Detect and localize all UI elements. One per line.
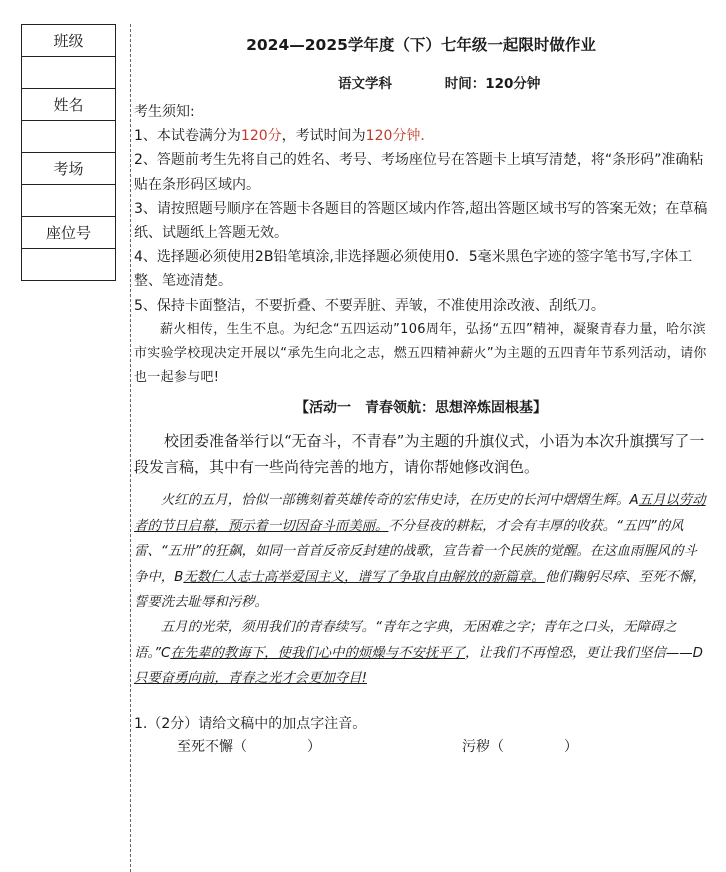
time-label: 时间：120分钟 [444,76,541,92]
blank-1-close: ） [307,739,321,755]
name-label: 姓名 [22,89,116,121]
page-title: 2024—2025学年度（下）七年级一起限时做作业 [246,36,596,54]
class-label: 班级 [22,25,116,57]
blank-1-label: 至死不懈（ [177,739,247,755]
notice-item-3: 3、请按照题号顺序在答题卡各题目的答题区域内作答,超出答题区域书写的答案无效；在草稿纸、试题纸上答题无效。 [134,200,708,242]
intro-paragraph: 薪火相传，生生不息。为纪念“五四运动”106周年，弘扬“五四”精神，凝聚青春力量，哈尔滨市实验学校现决定开展以“承先生向北之志，燃五四精神薪火”为主题的五四青年节系列活动，请你也一起参与吧! [134,322,707,385]
task-description: 校团委准备举行以“无奋斗，不青春”为主题的升旗仪式，小语为本次升旗撰写了一段发言稿，其中有一些尚待完善的地方，请你帮她修改润色。 [134,432,705,476]
binding-line [130,24,131,872]
sentence-d: 只要奋勇向前，青春之光才会更加夺目! [134,671,368,686]
notice-item-4: 4、选择题必须使用2B铅笔填涂,非选择题必须使用0．5毫米黑色字迹的签字笔书写,字体工整、笔迹清楚。 [134,249,693,290]
exam-notice [134,100,708,318]
notice-item-5: 5、保持卡面整洁，不要折叠、不要弄脏、弄皱，不准使用涂改液、刮纸刀。 [134,297,605,314]
exam-subtitle [338,72,540,92]
essay-p1-text-c: 他们鞠躬尽瘁、至死不懈，誓要洗去耻辱和污秽。 [134,569,706,610]
sentence-b: 无数仁人志士高举爱国主义，谱写了争取自由解放的新篇章。 [183,569,545,585]
notice-item-1 [134,124,708,148]
essay-p1-text-a: 火红的五月，恰似一部镌刻着英雄传奇的宏伟史诗，在历史的长河中熠熠生辉。A [160,493,639,508]
essay-paragraph-2 [134,615,708,692]
student-info-table [21,24,116,281]
essay-p2-text-b: ，让我们不再惶恐，更让我们坚信——D [464,645,703,661]
question-1-prompt: 1.（2分）请给文稿中的加点字注音。 [134,716,367,732]
exam-room-label: 考场 [22,153,116,185]
name-field[interactable] [22,121,116,153]
notice-item-2: 2、答题前考生先将自己的姓名、考号、考场座位号在答题卡上填写清楚，将“条形码”准确粘贴在条形码区域内。 [134,152,704,193]
sentence-c: 在先辈的教诲下，使我们心中的烦燥与不安抚平了 [170,645,465,661]
seat-number-field[interactable] [22,249,116,281]
exam-duration: 120分钟. [365,128,425,145]
seat-number-label: 座位号 [22,217,116,249]
exam-room-field[interactable] [22,185,116,217]
blank-2-close: ） [564,739,578,755]
question-1-blank-2[interactable] [462,736,578,756]
subject-label: 语文学科 [338,76,392,92]
notice-item-1-text-b: ，考试时间为 [281,128,366,145]
full-score: 120分 [240,128,282,145]
class-field[interactable] [22,57,116,89]
notice-item-1-text: 1、本试卷满分为 [134,128,241,145]
sentence-a: 五月以劳动者的节日启幕，预示着一切因奋斗而美丽。 [134,493,706,534]
activity-1-title: 【活动一 青春领航：思想淬炼固根基】 [295,400,547,416]
essay-p1-text-b: 不分昼夜的耕耘，才会有丰厚的收获。“五四”的风雷、“五卅”的狂飙，如同一首首反帝反封建的战歌，宣告着一个民族的觉醒。在这血雨腥风的斗争中，B [134,518,697,585]
notice-heading: 考生须知: [134,104,195,120]
question-1-blank-1[interactable] [177,736,321,756]
essay-p2-text-a: 五月的光荣，须用我们的青春续写。“青年之字典，无困难之字；青年之口头，无障碍之语。”C [134,620,677,661]
essay-paragraph-1 [134,488,708,616]
blank-2-label: 污秽（ [462,739,504,755]
